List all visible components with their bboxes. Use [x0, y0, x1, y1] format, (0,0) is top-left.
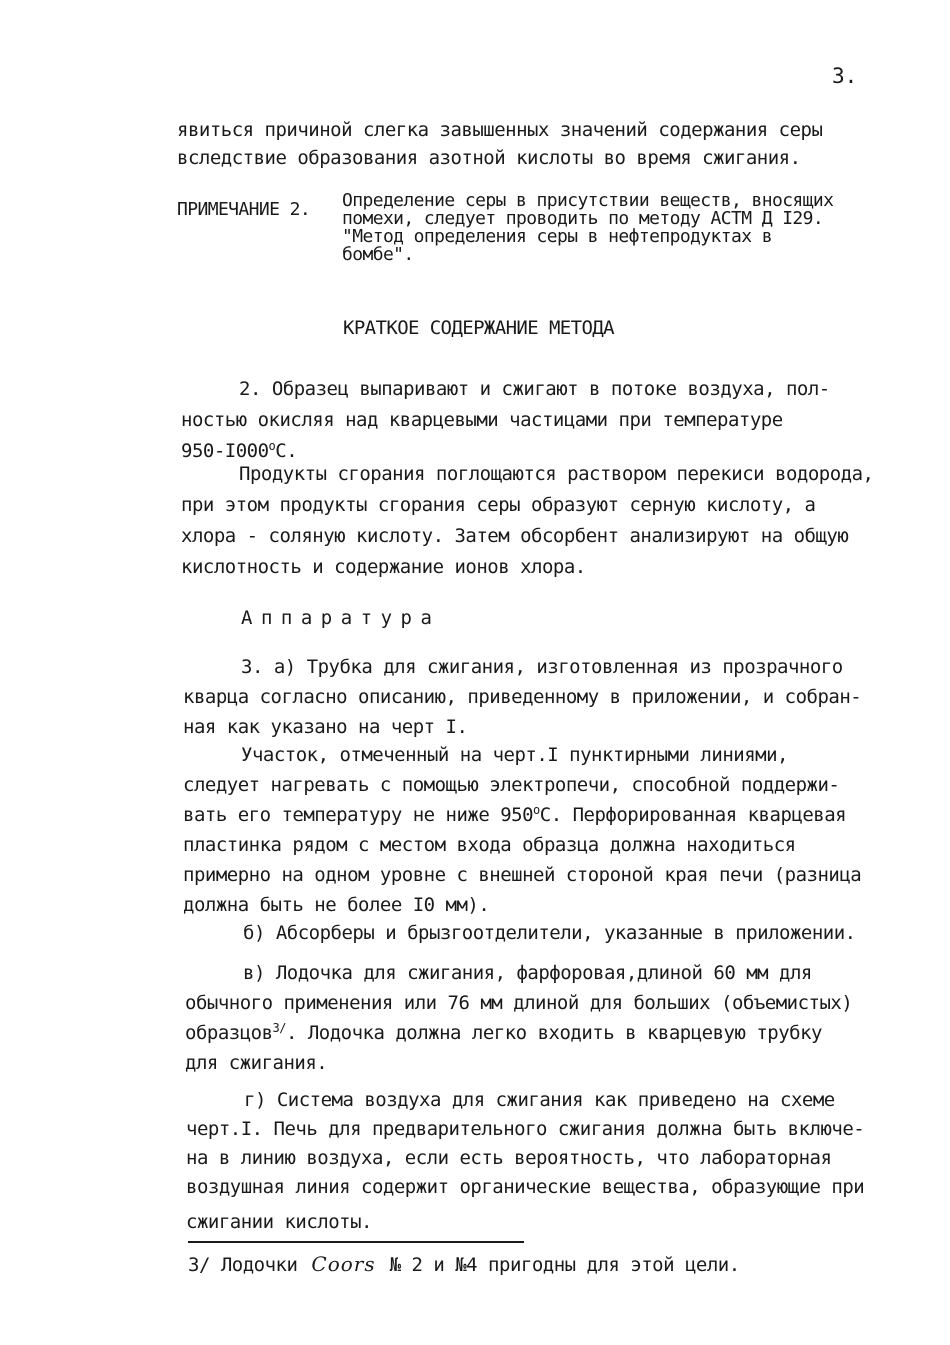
text-line: черт.I. Печь для предварительного сжигания должна быть включе-	[186, 1118, 865, 1140]
paragraph-3a-continued	[183, 740, 861, 920]
text-fragment: С.	[275, 440, 298, 462]
text-line: г) Система воздуха для сжигания как приведено на схеме	[244, 1089, 835, 1111]
text-line: обычного применения или 76 мм длиной для больших (объемистых)	[185, 992, 853, 1014]
text-fragment: 950-I000	[181, 440, 269, 462]
text-line: должна быть не более I0 мм).	[183, 894, 490, 916]
text-line: при этом продукты сгорания серы образуют серную кислоту, а	[181, 494, 816, 516]
paragraph-3b: б) Абсорберы и брызгоотделители, указанные в приложении.	[243, 922, 856, 944]
page-number: 3.	[832, 64, 858, 88]
text-line: кварца согласно описанию, приведенному в приложении, и собран-	[183, 686, 862, 708]
footnote-marker: 3/	[272, 1021, 286, 1035]
paragraph-2-continued	[181, 459, 873, 583]
text-fragment: вать его температуру не ниже 950	[183, 804, 534, 826]
paragraph-2	[181, 374, 830, 467]
text-line: воздушная линия содержит органические вещества, образующие при	[186, 1176, 865, 1198]
text-line	[185, 1018, 852, 1048]
section-heading-apparatus: Аппаратура	[241, 607, 441, 629]
footnote-suffix: № 2 и №4 пригодны для этой цели.	[389, 1254, 740, 1276]
text-fragment: С. Перфорированная кварцевая	[539, 804, 847, 826]
text-line: 3. а) Трубка для сжигания, изготовленная из прозрачного	[241, 656, 843, 678]
text-line	[183, 800, 861, 830]
text-line: для сжигания.	[185, 1052, 328, 1074]
text-line: помехи, следует проводить по методу АСТМ Д I29.	[342, 208, 824, 229]
intro-paragraph	[177, 116, 822, 172]
text-line: Продукты сгорания поглощаются раствором перекиси водорода,	[239, 463, 874, 485]
text-line: явиться причиной слегка завышенных значений содержания серы	[177, 119, 823, 141]
note-body	[342, 192, 833, 264]
text-line: примерно на одном уровне с внешней стороной края печи (разница	[183, 864, 862, 886]
paragraph-3d	[186, 1086, 864, 1237]
text-line: 2. Образец выпаривают и сжигают в потоке воздуха, пол-	[239, 378, 830, 400]
text-line: бомбе".	[342, 244, 414, 265]
text-line: ностью окисляя над кварцевыми частицами при температуре	[181, 409, 783, 431]
footnote-prefix: 3/ Лодочки	[188, 1254, 298, 1276]
text-line: кислотность и содержание ионов хлора.	[181, 556, 586, 578]
paragraph-3a	[183, 652, 861, 742]
degree-sign: о	[533, 803, 540, 817]
section-heading-summary: КРАТКОЕ СОДЕРЖАНИЕ МЕТОДА	[343, 317, 614, 339]
paragraph-3c	[185, 958, 852, 1078]
handwritten-brand: Coors	[311, 1252, 376, 1276]
text-line: в) Лодочка для сжигания, фарфоровая,длиной 60 мм для	[243, 962, 812, 984]
footnote-divider	[188, 1241, 524, 1243]
text-line: сжигании кислоты.	[186, 1211, 372, 1233]
text-line: ная как указано на черт I.	[183, 716, 468, 738]
text-line: следует нагревать с помощью электропечи, способной поддержи-	[183, 774, 840, 796]
text-line: на в линию воздуха, если есть вероятность, что лабораторная	[186, 1147, 832, 1169]
text-fragment: образцов	[185, 1022, 273, 1044]
text-line: пластинка рядом с местом входа образца должна находиться	[183, 834, 796, 856]
note-label: ПРИМЕЧАНИЕ 2.	[177, 199, 311, 220]
footnote	[188, 1253, 740, 1276]
text-line: Участок, отмеченный на черт.I пунктирными линиями,	[241, 744, 788, 766]
text-line: "Метод определения серы в нефтепродуктах в	[342, 226, 772, 247]
text-line: вследствие образования азотной кислоты во время сжигания.	[177, 147, 801, 169]
text-line: Определение серы в присутствии веществ, вносящих	[342, 190, 834, 211]
degree-sign: о	[268, 439, 276, 453]
text-fragment: . Лодочка должна легко входить в кварцевую трубку	[285, 1022, 822, 1044]
text-line: хлора - соляную кислоту. Затем обсорбент анализируют на общую	[181, 525, 849, 547]
